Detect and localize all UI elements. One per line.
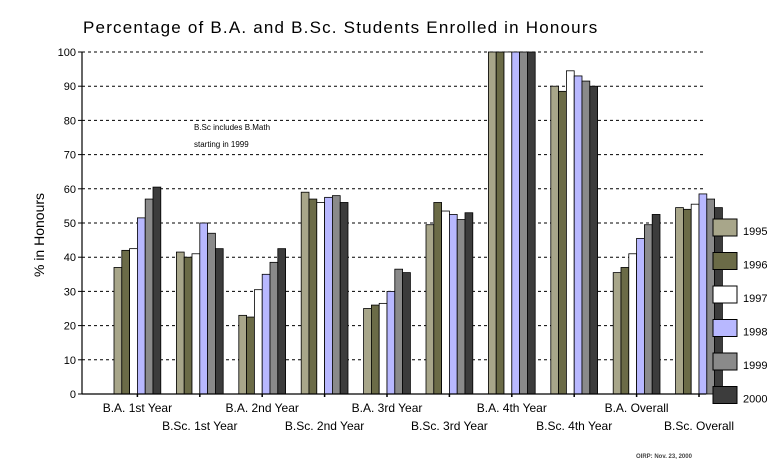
bar (309, 199, 317, 394)
bar (200, 223, 208, 394)
bar (504, 52, 512, 394)
x-tick-label: B.Sc. Overall (663, 419, 735, 433)
bar (215, 249, 223, 394)
x-tick-label: B.A. 1st Year (102, 401, 173, 415)
legend-label: 1995 (743, 226, 768, 238)
bar (278, 249, 286, 394)
y-tick-label: 30 (63, 286, 76, 299)
bar (699, 194, 707, 394)
annotation-line-1: B.Sc includes B.Math (194, 123, 271, 132)
bar (691, 204, 699, 394)
bar (192, 254, 200, 394)
bar (512, 52, 520, 394)
legend-label: 1997 (743, 293, 768, 305)
bar (566, 71, 574, 394)
bar (137, 218, 145, 394)
y-tick-label: 60 (63, 183, 76, 196)
annotation-line-2: starting in 1999 (194, 140, 249, 149)
x-tick-label: B.Sc. 2nd Year (284, 419, 365, 433)
bar (457, 220, 465, 394)
bar (153, 187, 161, 394)
bar (582, 81, 590, 394)
y-tick-label: 50 (63, 218, 76, 230)
bar (426, 225, 434, 394)
bar (559, 91, 567, 394)
bar (683, 209, 691, 394)
bar (449, 214, 457, 394)
bar (488, 52, 496, 394)
bar (387, 291, 395, 394)
bar (652, 214, 660, 394)
bar (442, 211, 450, 394)
bar (465, 213, 473, 394)
bar (262, 274, 270, 394)
legend-label: 1996 (743, 259, 768, 272)
bar (676, 208, 684, 394)
bar (325, 197, 333, 394)
bar (247, 317, 255, 394)
bar (184, 257, 192, 394)
y-axis-label: % in Honours (31, 192, 47, 278)
bar (379, 303, 387, 394)
legend-swatch (713, 387, 737, 404)
x-tick-label: B.Sc. 4th Year (536, 419, 613, 433)
y-tick-label: 100 (57, 47, 76, 59)
bar (520, 52, 528, 394)
bar (395, 269, 403, 394)
legend-swatch (713, 253, 737, 270)
bar (114, 267, 122, 394)
bar (208, 233, 216, 394)
bar (176, 252, 184, 394)
legend-swatch (713, 286, 737, 303)
x-tick-label: B.A. 2nd Year (225, 401, 299, 415)
bar (332, 196, 340, 394)
y-tick-label: 0 (69, 389, 76, 401)
legend-label: 1998 (743, 326, 768, 339)
bar (122, 250, 130, 394)
legend-swatch (713, 353, 737, 370)
y-tick-label: 90 (63, 81, 76, 94)
x-tick-label: B.A. 4th Year (476, 401, 547, 415)
y-tick-label: 10 (63, 354, 76, 367)
bar (145, 199, 153, 394)
legend-swatch (713, 219, 737, 236)
bar (254, 290, 262, 394)
bar (527, 52, 535, 394)
y-axis-ticks (58, 47, 82, 401)
bar (130, 249, 138, 394)
bar (644, 225, 652, 394)
x-tick-label: B.A. 3rd Year (351, 401, 423, 415)
bar (301, 192, 309, 394)
bar (551, 86, 559, 394)
bar (613, 273, 621, 394)
legend-label: 2000 (743, 393, 768, 406)
bar (496, 52, 504, 394)
bar (364, 309, 372, 395)
bar (629, 254, 637, 394)
credit-text: OIRP: Nov. 23, 2000 (636, 454, 692, 460)
bar (270, 262, 278, 394)
y-tick-label: 20 (63, 320, 76, 333)
bar (434, 202, 442, 394)
bar (371, 305, 379, 394)
legend-label: 1999 (743, 360, 768, 372)
bar (574, 76, 582, 394)
legend-swatch (713, 320, 737, 337)
category-labels (103, 394, 734, 433)
x-tick-label: B.Sc. 1st Year (162, 419, 238, 433)
bar (637, 238, 645, 394)
chart-title: Percentage of B.A. and B.Sc. Students Enrolled in Honours (83, 18, 599, 37)
bar (340, 202, 348, 394)
y-tick-label: 40 (63, 252, 76, 265)
y-tick-label: 80 (63, 115, 76, 128)
y-tick-label: 70 (63, 149, 76, 162)
x-tick-label: B.A. Overall (604, 401, 669, 415)
x-tick-label: B.Sc. 3rd Year (411, 419, 488, 433)
bar (317, 202, 325, 394)
bar (403, 273, 411, 394)
bar (621, 267, 629, 394)
bar (239, 315, 247, 394)
bar (590, 86, 598, 394)
